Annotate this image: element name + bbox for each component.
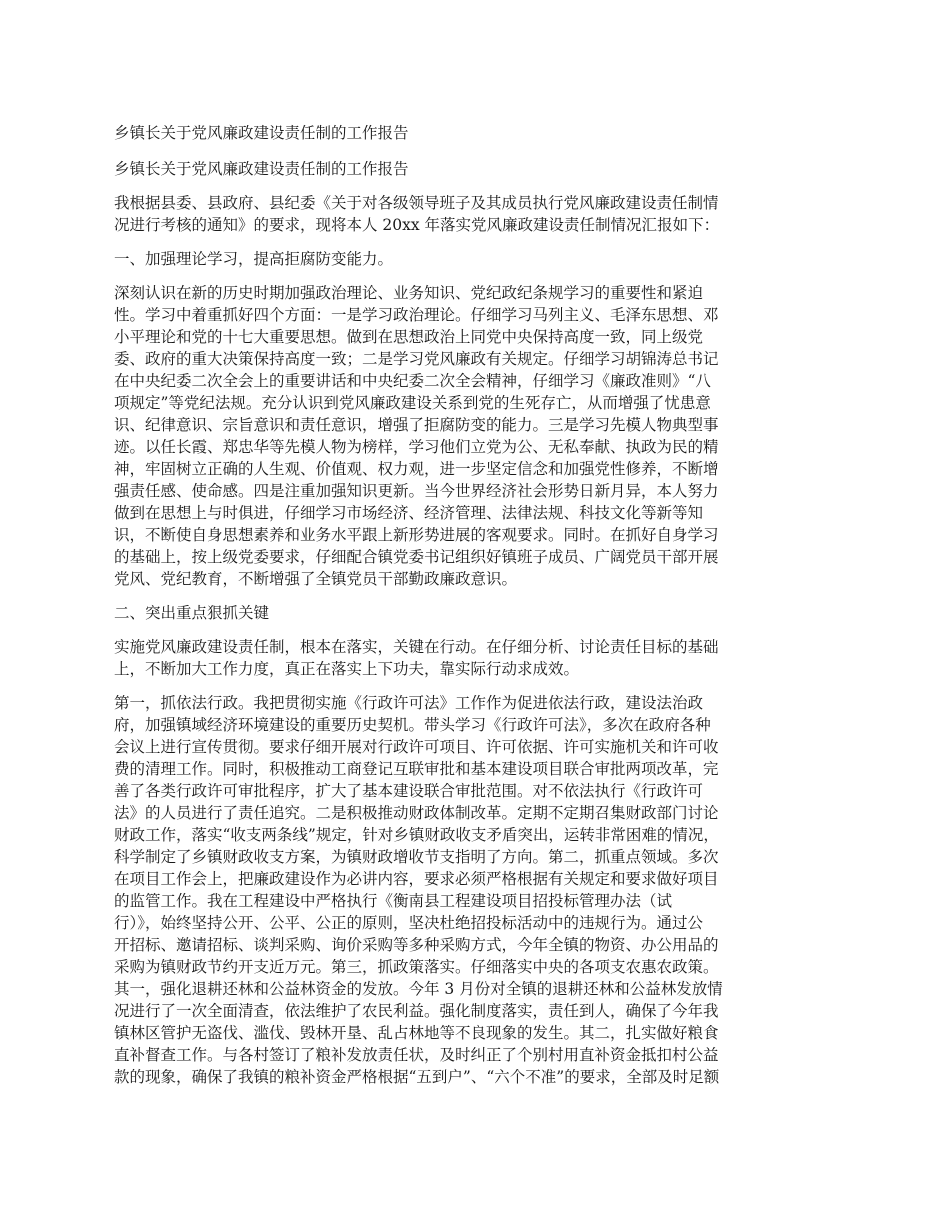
text-line: 深刻认识在新的历史时期加强政治理论、业务知识、党纪政纪条规学习的重要性和紧迫 (114, 284, 704, 302)
text-line: 小平理论和党的十七大重要思想。做到在思想政治上同党中央保持高度一致，同上级党 (114, 328, 704, 346)
text-line: 我根据县委、县政府、县纪委《关于对各级领导班子及其成员执行党风廉政建设责任制情 (114, 194, 719, 212)
section-2-intro-paragraph (114, 636, 836, 680)
document-subtitle: 乡镇长关于党风廉政建设责任制的工作报告 (114, 160, 409, 178)
text-line: 迹。以任长霞、郑忠华等先模人物为榜样，学习他们立党为公、无私奉献、执政为民的精 (114, 438, 719, 456)
text-line: 款的现象，确保了我镇的粮补资金严格根据“五到户”、“六个不准”的要求，全部及时足额 (114, 1068, 720, 1086)
text-line: 财政工作，落实“收支两条线”规定，针对乡镇财政收支矛盾突出，运转非常困难的情况， (114, 826, 719, 844)
text-line: 况进行考核的通知》的要求，现将本人 20xx 年落实党风廉政建设责任制情况汇报如下： (114, 216, 720, 234)
section-2-body-paragraph (114, 692, 836, 1088)
text-line: 实施党风廉政建设责任制，根本在落实，关键在行动。在仔细分析、讨论责任目标的基础 (114, 638, 719, 656)
text-line: 第一，抓依法行政。我把贯彻实施《行政许可法》工作作为促进依法行政，建设法治政 (114, 694, 704, 712)
text-line: 在中央纪委二次全会上的重要讲话和中央纪委二次全会精神，仔细学习《廉政准则》“八 (114, 372, 711, 390)
text-line: 识，不断使自身思想素养和业务水平跟上新形势进展的客观要求。同时。在抓好自身学习 (114, 526, 719, 544)
text-line: 直补督查工作。与各村签订了粮补发放责任状，及时纠正了个别村用直补资金抵扣村公益 (114, 1046, 719, 1064)
text-line: 善了各类行政许可审批程序，扩大了基本建设联合审批范围。对不依法执行《行政许可 (114, 782, 704, 800)
text-line: 性。学习中着重抓好四个方面：一是学习政治理论。仔细学习马列主义、毛泽东思想、邓 (114, 306, 719, 324)
intro-paragraph (114, 192, 836, 236)
text-line: 开招标、邀请招标、谈判采购、询价采购等多种采购方式，今年全镇的物资、办公用品的 (114, 936, 719, 954)
text-line: 其一，强化退耕还林和公益林资金的发放。今年 3 月份对全镇的退耕还林和公益林发放情 (114, 980, 723, 998)
text-line: 做到在思想上与时俱进，仔细学习市场经济、经济管理、法律法规、科技文化等新等知 (114, 504, 704, 522)
text-line: 镇林区管护无盗伐、滥伐、毁林开垦、乱占林地等不良现象的发生。其二，扎实做好粮食 (114, 1024, 719, 1042)
section-heading-1: 一、加强理论学习，提高拒腐防变能力。 (114, 250, 394, 268)
text-line: 神，牢固树立正确的人生观、价值观、权力观，进一步坚定信念和加强党性修养，不断增 (114, 460, 719, 478)
text-line: 会议上进行宣传贯彻。要求仔细开展对行政许可项目、许可依据、许可实施机关和许可收 (114, 738, 719, 756)
text-line: 党风、党纪教育，不断增强了全镇党员干部勤政廉政意识。 (114, 570, 518, 588)
text-line: 识、纪律意识、宗旨意识和责任意识，增强了拒腐防变的能力。三是学习先模人物典型事 (114, 416, 719, 434)
text-line: 在项目工作会上，把廉政建设作为必讲内容，要求必须严格根据有关规定和要求做好项目 (114, 870, 719, 888)
text-line: 采购为镇财政节约开支近万元。第三，抓政策落实。仔细落实中央的各项支农惠农政策。 (114, 958, 719, 976)
section-heading-2: 二、突出重点狠抓关键 (114, 604, 270, 622)
section-1-paragraph (114, 282, 836, 590)
text-line: 项规定”等党纪法规。充分认识到党风廉政建设关系到党的生死存亡，从而增强了忧患意 (114, 394, 711, 412)
document-title: 乡镇长关于党风廉政建设责任制的工作报告 (114, 124, 409, 142)
document-page (114, 122, 836, 1100)
text-line: 行）》，始终坚持公开、公平、公正的原则，坚决杜绝招投标活动中的违规行为。通过公 (114, 914, 704, 932)
text-line: 费的清理工作。同时，积极推动工商登记互联审批和基本建设项目联合审批两项改革，完 (114, 760, 719, 778)
text-line: 况进行了一次全面清查，依法维护了农民利益。强化制度落实，责任到人，确保了今年我 (114, 1002, 719, 1020)
text-line: 强责任感、使命感。四是注重加强知识更新。当今世界经济社会形势日新月异，本人努力 (114, 482, 719, 500)
text-line: 上，不断加大工作力度，真正在落实上下功夫，靠实际行动求成效。 (114, 660, 580, 678)
text-line: 府，加强镇域经济环境建设的重要历史契机。带头学习《行政许可法》，多次在政府各种 (114, 716, 711, 734)
text-line: 科学制定了乡镇财政收支方案，为镇财政增收节支指明了方向。第二，抓重点领域。多次 (114, 848, 719, 866)
text-line: 的监管工作。我在工程建设中严格执行《衡南县工程建设项目招投标管理办法（试 (114, 892, 673, 910)
text-line: 法》的人员进行了责任追究。二是积极推动财政体制改革。定期不定期召集财政部门讨论 (114, 804, 719, 822)
text-line: 委、政府的重大决策保持高度一致；二是学习党风廉政有关规定。仔细学习胡锦涛总书记 (114, 350, 719, 368)
text-line: 的基础上，按上级党委要求，仔细配合镇党委书记组织好镇班子成员、广阔党员干部开展 (114, 548, 719, 566)
